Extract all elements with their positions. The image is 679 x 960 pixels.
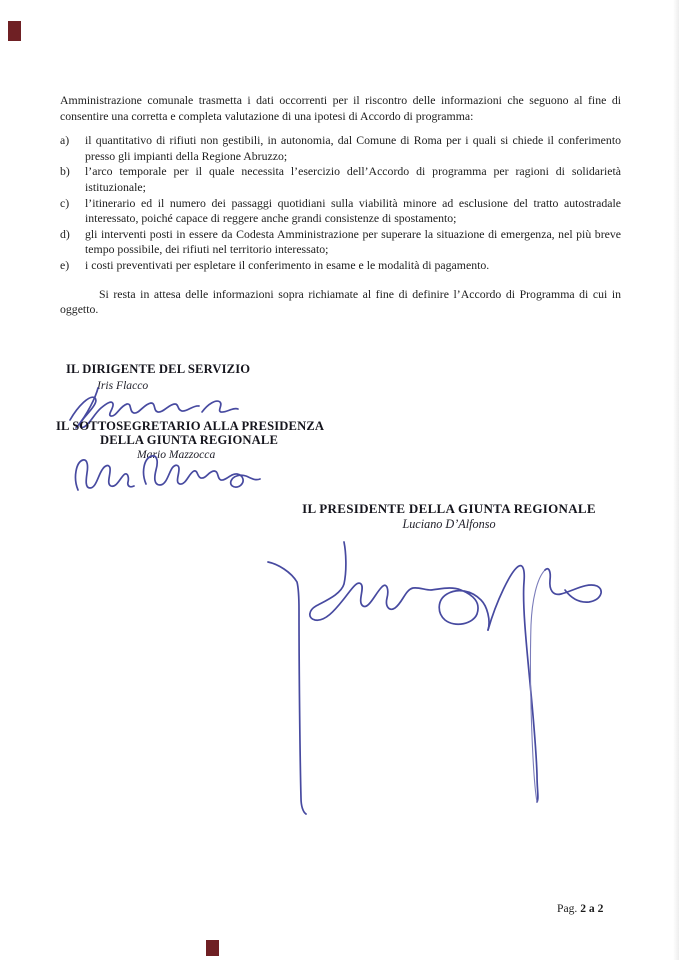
list-text: i costi preventivati per espletare il conferimento in esame e le modalità di pagamento. (85, 257, 490, 272)
title-presidente: IL PRESIDENTE DELLA GIUNTA REGIONALE (302, 501, 596, 516)
red-scan-mark-top-left (8, 21, 21, 41)
page-number-value: 2 a 2 (580, 902, 604, 915)
name-mario-mazzocca: Mario Mazzocca (137, 448, 216, 461)
mario-mazzocca-signature (70, 452, 265, 496)
list-item-d (60, 227, 621, 258)
list-text: gli interventi posti in essere da Codesta Amministrazione per superare la situazione di emergenza, nel più breve tempo possibile, dei rifiuti nel territorio interessato; (85, 226, 621, 257)
list-item-b (60, 164, 621, 195)
closing-paragraph: Si resta in attesa delle informazioni sopra richiamate al fine di definire l’Accordo di Programma di cui in oggetto. (60, 286, 621, 317)
name-luciano-dalfonso: Luciano D’Alfonso (402, 517, 496, 531)
list-label: d) (60, 226, 70, 241)
list-item-e (60, 258, 621, 274)
list-text: l’arco temporale per il quale necessita l’esercizio dell’Accordo di programma per ragioni di solidarietà istituzionale; (85, 164, 621, 194)
list-item-a (60, 133, 621, 164)
list-label: e) (60, 257, 70, 272)
list-label: b) (60, 164, 70, 179)
page-number-prefix: Pag. (557, 902, 578, 915)
red-scan-mark-bottom (206, 940, 219, 956)
list-label: a) (60, 133, 70, 148)
title-dirigente: IL DIRIGENTE DEL SERVIZIO (66, 362, 251, 376)
list-text: l’itinerario ed il numero dei passaggi quotidiani sulla viabilità minore ad esclusione del tratto autostradale interessato, poiché capace di reggere anche grandi consistenze di spostamento; (85, 195, 621, 226)
list-label: c) (60, 195, 70, 210)
title-sottosegretario-line2: DELLA GIUNTA REGIONALE (100, 433, 279, 447)
list-text: il quantitativo di rifiuti non gestibili, in autonomia, dal Comune di Roma per i quali si chiede il conferimento presso gli impianti della Regione Abruzzo; (85, 133, 621, 163)
scan-edge-shadow (673, 0, 679, 960)
title-sottosegretario-line1: IL SOTTOSEGRETARIO ALLA PRESIDENZA (56, 419, 325, 433)
intro-paragraph: Amministrazione comunale trasmetta i dati occorrenti per il riscontro delle informazioni che seguono al fine di consentire una corretta e completa valutazione di una ipotesi di Accordo di programma: (60, 93, 621, 123)
letter-body (60, 93, 621, 318)
name-iris-flacco: Iris Flacco (97, 379, 149, 392)
list-item-c (60, 196, 621, 227)
page-number (557, 902, 603, 915)
luciano-dalfonso-signature (253, 530, 625, 818)
presidente-block (283, 501, 615, 532)
